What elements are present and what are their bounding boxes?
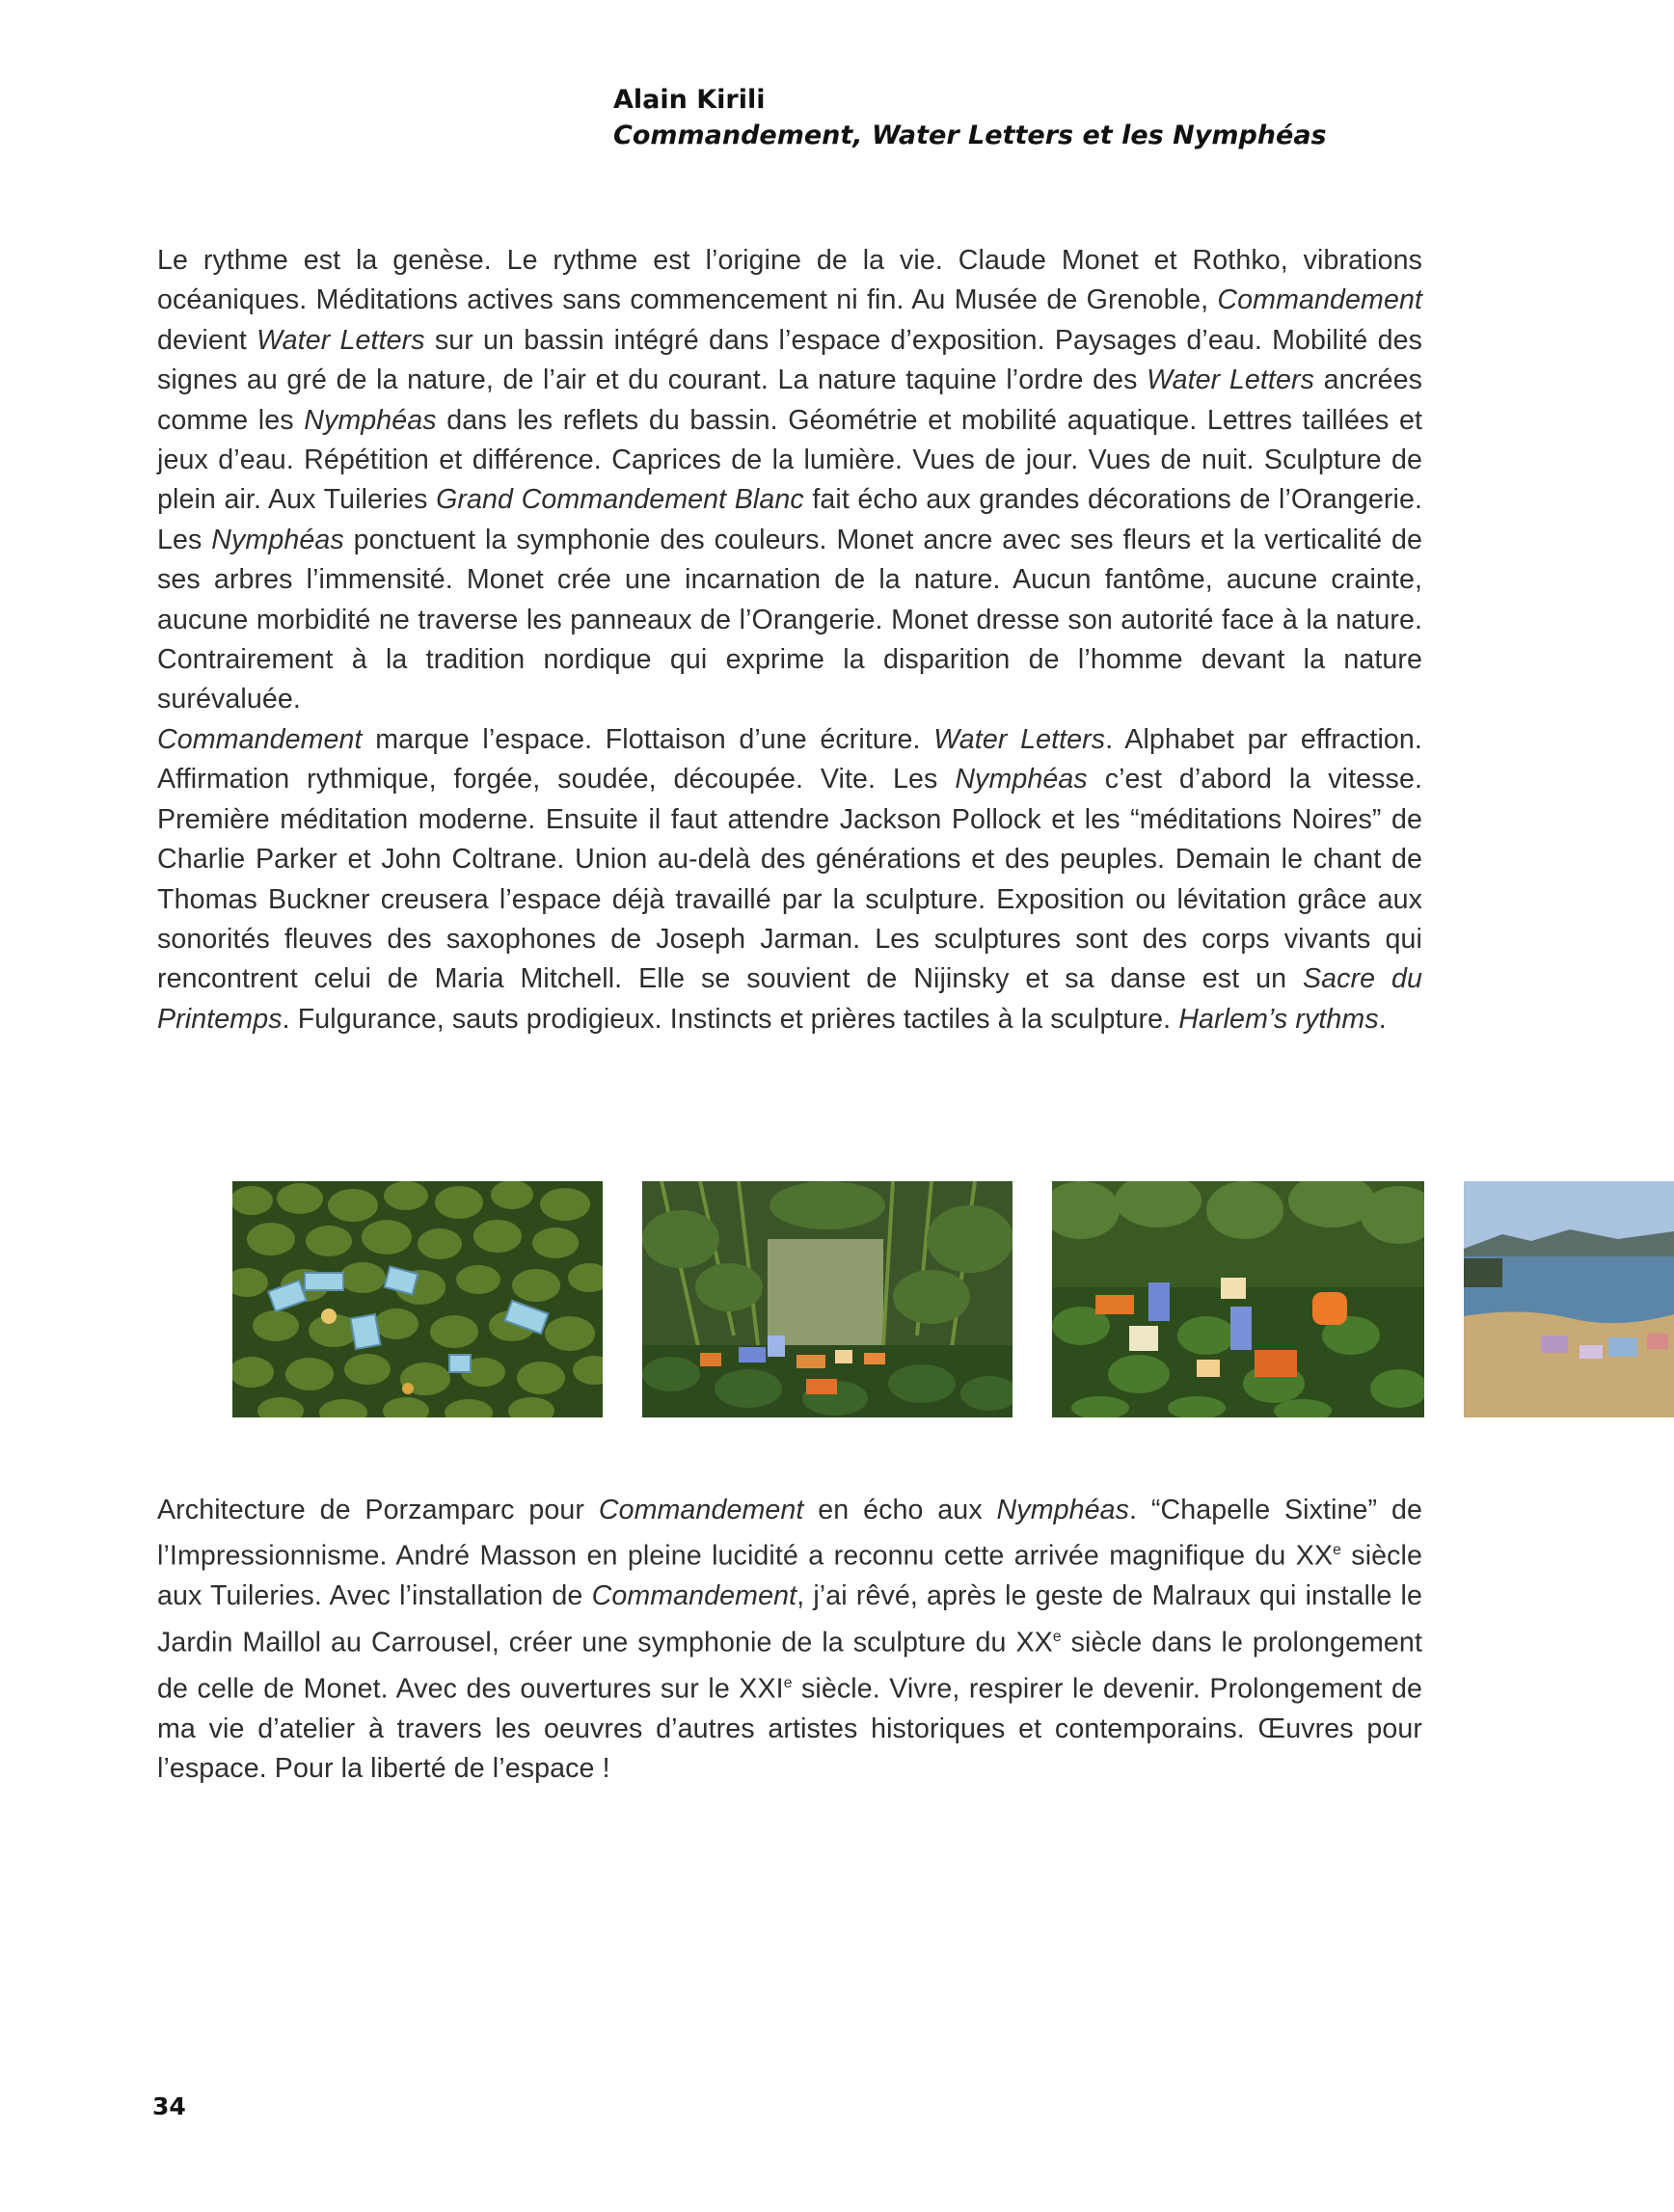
superscript: e (1052, 1628, 1062, 1645)
photo-strip (0, 1181, 1674, 1417)
italic-title: Water Letters (256, 324, 425, 356)
text-run: . Fulgurance, sauts prodigieux. Instincts et prières tactiles à la sculpture. (282, 1003, 1179, 1035)
italic-title: Nymphéas (304, 404, 437, 436)
text-run: sur un bassin intégré dans l’espace d’exposition. Paysages d’eau. Mobilité des signes au gré de la nature, de l’air et du courant. La nature taquine l’ordre des (157, 324, 1423, 396)
author-name: Alain Kirili (613, 85, 766, 115)
text-run: c’est d’abord la vitesse. Première méditation moderne. Ensuite il faut attendre Jackson Pollock et les “méditations Noires” de Charlie Parker et John Coltrane. Union au-delà des générations et des peuples. Demain le chant de Thomas Buckner creusera l’espace déjà travaillé par la sculpture. Exposition ou lévitation grâce aux sonorités fleuves des saxophones de Joseph Jarman. Les sculptures sont des corps vivants qui rencontrent celui de Maria Mitchell. Elle se souvient de Nijinsky et sa danse est un (157, 764, 1422, 995)
text-run: devient (157, 324, 257, 356)
text-run: . “Chapelle Sixtine” de l’Impressionnisme. André Masson en pleine lucidité a reconnu cette arrivée magnifique du XX (157, 1495, 1422, 1572)
italic-title: Nymphéas (955, 764, 1088, 796)
text-run: en écho aux (803, 1495, 997, 1525)
italic-title: Nymphéas (211, 524, 344, 555)
text-run: marque l’espace. Flottaison d’une écriture. (362, 723, 934, 755)
superscript: e (1333, 1542, 1341, 1559)
text-run: dans les reflets du bassin. Géométrie et mobilité aquatique. Lettres taillées et jeux d’eau. Répétition et différence. Caprices de la lumière. Vues de jour. Vues de nuit. Sculpture de plein air. Aux Tuileries (157, 404, 1422, 516)
text-run: , j’ai rêvé, après le geste de Malraux qui installe le Jardin Maillol au Carrousel, créer une symphonie de la sculpture du XX (157, 1580, 1422, 1659)
article-title: Commandement, Water Letters et les Nymphéas (613, 121, 1327, 150)
body-text-bottom (157, 1491, 1422, 1789)
italic-title: Water Letters (1147, 364, 1314, 396)
text-run: ancrées comme les (157, 364, 1422, 436)
italic-title: Harlem’s rythms (1178, 1003, 1379, 1035)
paragraph-3 (157, 1491, 1422, 1789)
italic-title: Grand Commandement Blanc (436, 484, 804, 516)
italic-title: Commandement (1217, 284, 1422, 316)
paragraph-2 (157, 720, 1422, 1039)
text-run: Architecture de Porzamparc pour (157, 1495, 599, 1525)
article-header (613, 83, 1481, 154)
text-run: . (1378, 1003, 1387, 1035)
photo-water-lilies (232, 1181, 603, 1417)
text-run: . Alphabet par effraction. Affirmation rythmique, forgée, soudée, découpée. Vite. Les (157, 723, 1422, 796)
paragraph-1 (157, 241, 1422, 720)
text-run: siècle aux Tuileries. Avec l’installation de (157, 1540, 1423, 1612)
body-text-top (157, 241, 1422, 1039)
text-run: siècle. Vivre, respirer le devenir. Prolongement de ma vie d’atelier à travers les oeuvres d’autres artistes historiques et contemporains. Œuvres pour l’espace. Pour la liberté de l’espace ! (157, 1673, 1423, 1785)
superscript: e (783, 1674, 793, 1691)
photo-colored-sculptures (1052, 1181, 1424, 1417)
photo-beach-sculptures (1464, 1181, 1674, 1417)
italic-title: Commandement (591, 1580, 797, 1612)
italic-title: Commandement (598, 1495, 804, 1525)
italic-title: Nymphéas (996, 1495, 1130, 1525)
text-run: siècle dans le prolongement de celle de Monet. Avec des ouvertures sur le XXI (157, 1627, 1422, 1705)
text-run: Le rythme est la genèse. Le rythme est l’origine de la vie. Claude Monet et Rothko, vibrations océaniques. Méditations actives sans commencement ni fin. Au Musée de Grenoble, (157, 245, 1422, 316)
text-run: ponctuent la symphonie des couleurs. Monet ancre avec ses fleurs et la verticalité de ses arbres l’immensité. Monet crée une incarnation de la nature. Aucun fantôme, aucune crainte, aucune morbidité ne traverse les panneaux de l’Orangerie. Monet dresse son autorité face à la nature. Contrairement à la tradition nordique qui exprime la disparition de l’homme devant la nature surévaluée. (157, 524, 1422, 715)
italic-title: Sacre du Printemps (157, 963, 1423, 1035)
page-number: 34 (152, 2092, 186, 2120)
text-run: fait écho aux grandes décorations de l’Orangerie. Les (157, 484, 1423, 555)
italic-title: Water Letters (933, 723, 1106, 755)
photo-bamboo-garden (642, 1181, 1012, 1417)
italic-title: Commandement (157, 723, 363, 755)
